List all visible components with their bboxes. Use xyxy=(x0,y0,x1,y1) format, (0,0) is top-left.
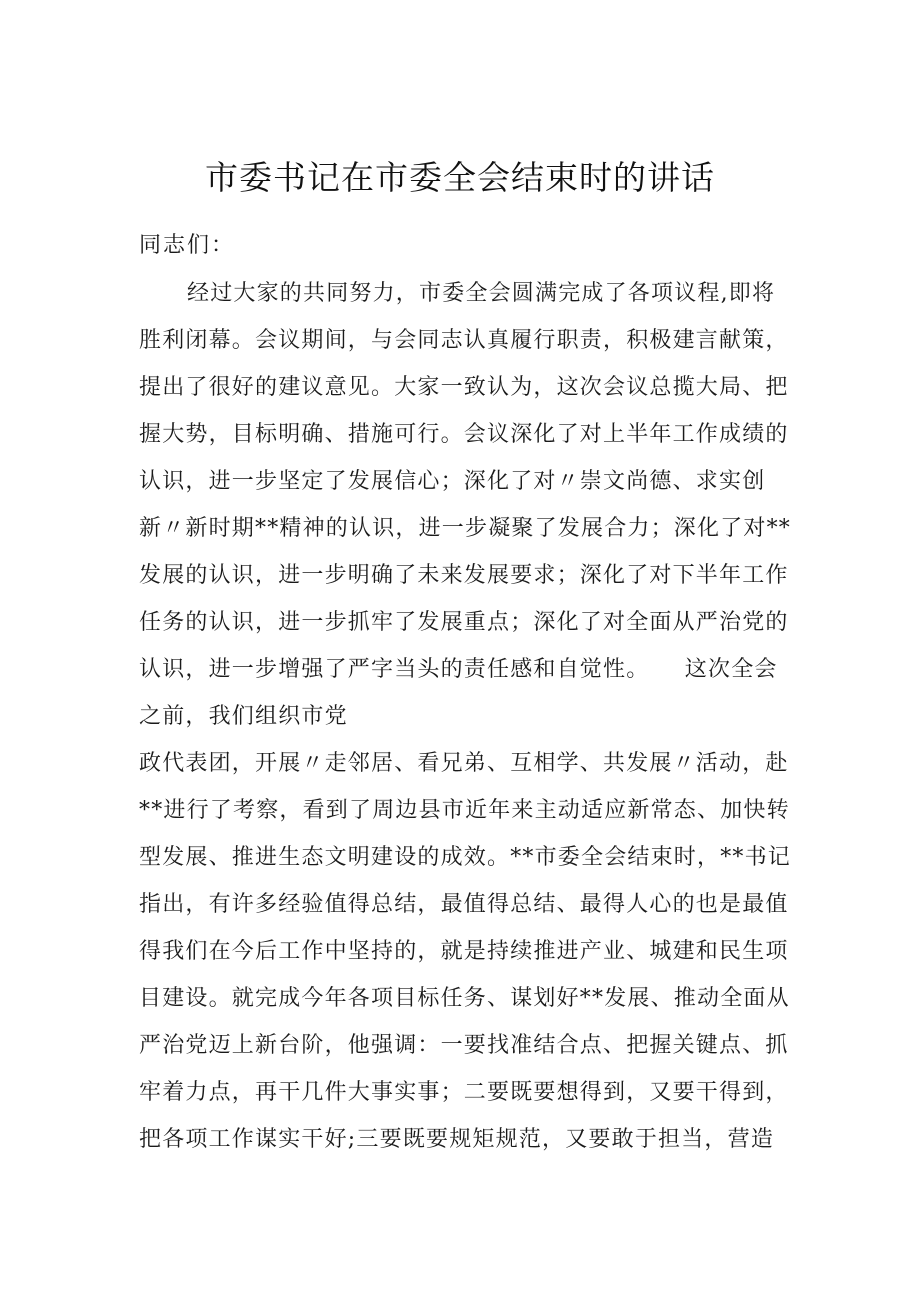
body-line: 政代表团，开展〃走邻居、看兄弟、互相学、共发展〃活动，赴 xyxy=(139,751,789,776)
body-line: 型发展、推进生态文明建设的成效。**市委全会结束时，**书记 xyxy=(139,845,792,870)
body-line: 握大势，目标明确、措施可行。会议深化了对上半年工作成绩的 xyxy=(139,422,789,447)
body-line: 认识，进一步增强了严字当头的责任感和自觉性。 这次全会 xyxy=(139,657,778,682)
body-line: 牢着力点，再干几件大事实事；二要既要想得到，又要干得到， xyxy=(139,1080,789,1105)
body-line: 之前，我们组织市党 xyxy=(139,704,348,729)
body-line: 任务的认识，进一步抓牢了发展重点；深化了对全面从严治党的 xyxy=(139,610,789,635)
body-line: 把各项工作谋实干好;三要既要规矩规范，又要敢于担当，营造 xyxy=(139,1127,775,1152)
body-line: 指出，有许多经验值得总结，最值得总结、最得人心的也是最值 xyxy=(139,892,789,917)
body-line: 发展的认识，进一步明确了未来发展要求；深化了对下半年工作 xyxy=(139,563,789,588)
body-line: 认识，进一步坚定了发展信心；深化了对〃崇文尚德、求实创 xyxy=(139,469,766,494)
body-line: 经过大家的共同努力，市委全会圆满完成了各项议程,即将 xyxy=(187,281,776,306)
body-line: 得我们在今后工作中坚持的，就是持续推进产业、城建和民生项 xyxy=(139,939,789,964)
body-line: 目建设。就完成今年各项目标任务、谋划好**发展、推动全面从 xyxy=(139,986,790,1011)
body-line: 新〃新时期**精神的认识，进一步凝聚了发展合力；深化了对** xyxy=(139,516,792,541)
body-line: 严治党迈上新台阶，他强调：一要找准结合点、把握关键点、抓 xyxy=(139,1033,789,1058)
body-line: **进行了考察，看到了周边县市近年来主动适应新常态、加快转 xyxy=(139,798,790,823)
body-line: 提出了很好的建议意见。大家一致认为，这次会议总揽大局、把 xyxy=(139,375,789,400)
document-body xyxy=(139,270,792,1163)
body-line: 胜利闭幕。会议期间，与会同志认真履行职责，积极建言献策， xyxy=(139,328,789,353)
salutation: 同志们： xyxy=(139,233,236,258)
document-title: 市委书记在市委全会结束时的讲话 xyxy=(205,158,715,197)
